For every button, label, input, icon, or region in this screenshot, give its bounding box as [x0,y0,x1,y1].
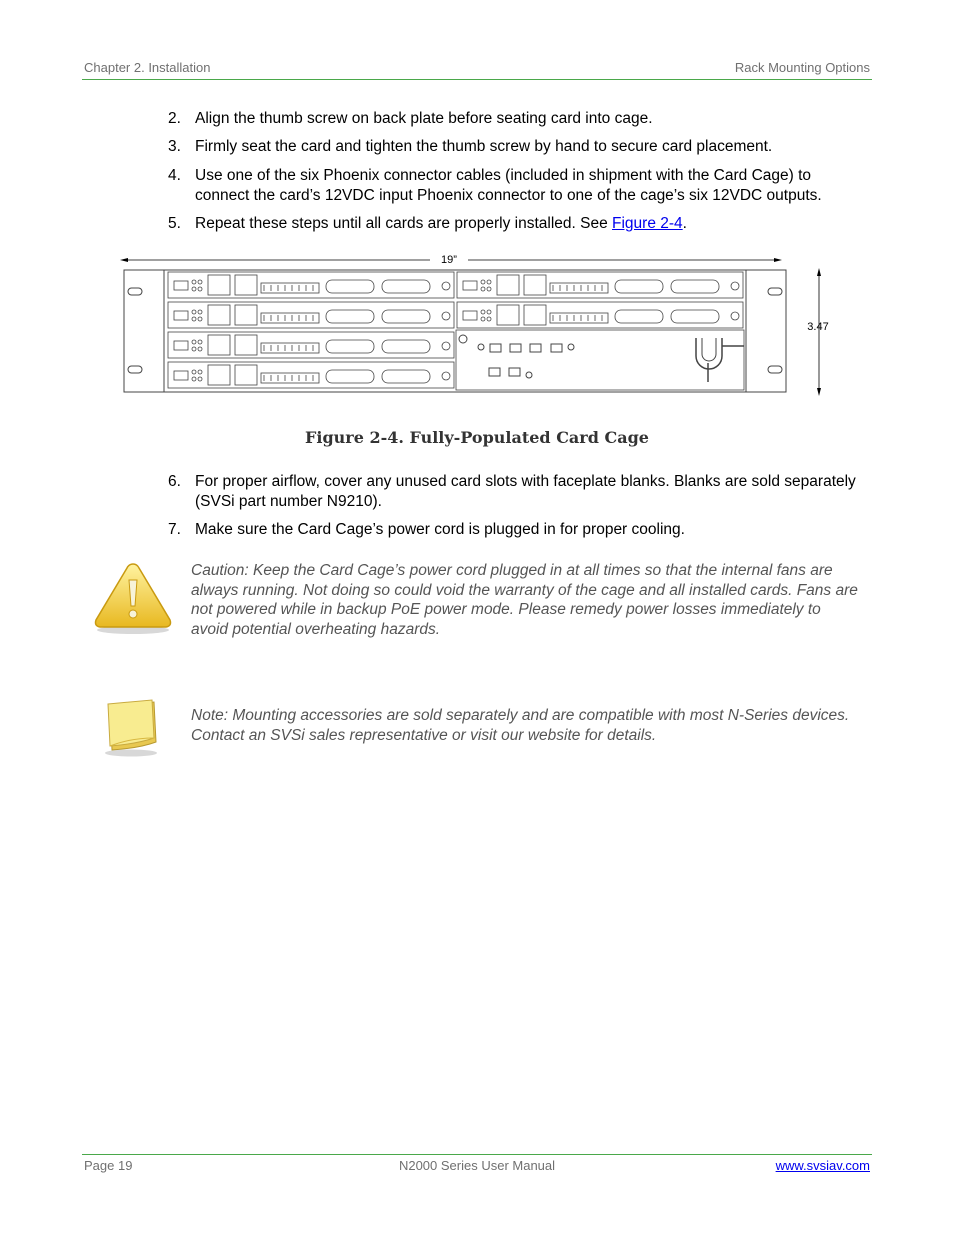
step-text [195,214,865,234]
step-number: 4. [168,167,181,184]
step-text: Firmly seat the card and tighten the thumb screw by hand to secure card placement. [195,138,773,155]
step-number: 7. [168,521,181,538]
footer-title: N2000 Series User Manual [398,1158,556,1173]
step-text: Align the thumb screw on back plate before seating card into cage. [195,110,653,127]
width-dimension-label: 19” [441,254,457,266]
card-faceplate [168,272,454,298]
step-number: 2. [168,110,181,127]
running-header-section: Rack Mounting Options [734,60,870,75]
figure-2-4-link[interactable]: Figure 2-4 [612,215,683,232]
warning-triangle-icon [92,560,174,636]
step-number: 3. [168,138,181,155]
header-rule [82,79,872,80]
footer-rule [82,1154,872,1155]
step-number: 5. [168,215,181,232]
card-faceplate [457,272,743,298]
step-number: 6. [168,473,181,490]
card-faceplate [457,302,743,328]
step-text-part: . [682,215,687,232]
running-header-chapter: Chapter 2. Installation [84,60,211,75]
footer-website-link[interactable]: www.svsiav.com [775,1158,870,1173]
step-text-part: Repeat these steps until all cards are properly installed. See [195,215,613,232]
caution-text: Caution: Keep the Card Cage’s power cord plugged in at all times so that the internal fans are always running. Not doing so could void the warranty of the cage and all installed cards. Fans are not powered while in backup PoE power mode. Please remedy power losses immediately to avoid potential overheating hazards. [191,562,858,638]
card-faceplate [168,332,454,358]
card-faceplate [168,362,454,388]
sticky-note-icon [100,698,162,758]
step-text: For proper airflow, cover any unused card slots with faceplate blanks. Blanks are sold separately (SVSi part number N9210). [195,473,856,510]
note-text: Note: Mounting accessories are sold separately and are compatible with most N-Series devices. Contact an SVSi sales representative or visit our website for details. [191,707,850,744]
step-text: Make sure the Card Cage’s power cord is plugged in for proper cooling. [195,521,685,538]
card-faceplate [168,302,454,328]
step-text: Use one of the six Phoenix connector cables (included in shipment with the Card Cage) to connect the card’s 12VDC input Phoenix connector to one of the cage’s six 12VDC outputs. [195,167,822,204]
height-dimension-label: 3.47 [807,321,829,333]
figure-caption: Figure 2-4. Fully-Populated Card Cage [305,428,649,447]
footer-page-number: Page 19 [84,1158,133,1173]
card-cage-figure [110,248,840,400]
